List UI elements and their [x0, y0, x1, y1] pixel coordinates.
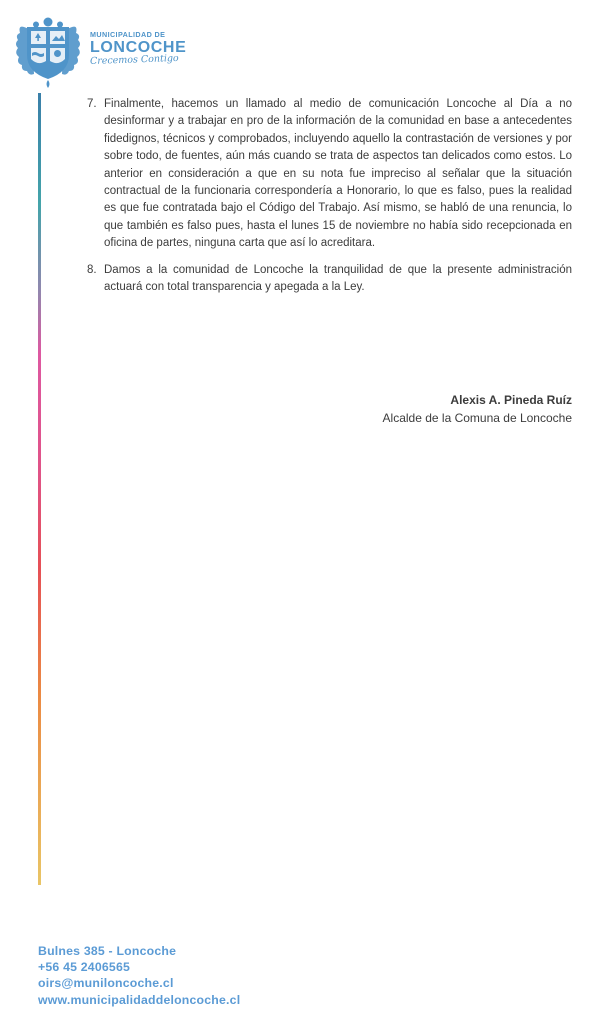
signer-name: Alexis A. Pineda Ruíz — [450, 393, 572, 408]
footer-phone: +56 45 2406565 — [38, 960, 131, 975]
list-item-text: Finalmente, hacemos un llamado al medio de comunicación Loncoche al Día a no desinformar y a trabajar en pro de la información de la comunidad en base a antecedentes fidedignos, técnicos y comprobados, incluyendo aquello la contrastación de versiones y por sobre todo, de fuentes, aún más cuando se trata de aspectos tan delicados como estos. Lo anterior en consideración a que en su nota fue impreciso al señalar que la situación contractual de la funcionaria correspondería a Honorario, lo que es falso, pues la realidad es que fue contratada bajo el Código del Trabajo. Así mismo, se habló de una renuncia, lo que también es falso pues, hasta el lunes 15 de noviembre no había sido recepcionada en oficina de partes, ninguna carta que así lo acreditara. — [104, 98, 572, 250]
footer-website: www.municipalidaddeloncoche.cl — [38, 992, 241, 1007]
list-item — [87, 262, 572, 297]
letter-body — [87, 96, 572, 427]
contact-footer — [38, 943, 240, 1008]
logo-text — [90, 30, 186, 68]
logo-org-prefix: MUNICIPALIDAD DE — [90, 30, 166, 39]
logo-slogan: Crecemos Contigo — [89, 52, 179, 67]
logo-org-name: LONCOCHE — [90, 39, 187, 56]
list-item-text: Damos a la comunidad de Loncoche la tranquilidad de que la presente administración actuará con total transparencia y apegada a la Ley. — [104, 263, 572, 294]
footer-email: oirs@muniloncoche.cl — [38, 976, 174, 991]
list-item-number: 7. — [87, 98, 97, 110]
municipality-logo — [14, 17, 186, 91]
signature-block — [87, 392, 572, 427]
gradient-side-rule — [38, 93, 41, 885]
list-item-number: 8. — [87, 263, 97, 276]
coat-of-arms-icon — [14, 17, 82, 91]
footer-address: Bulnes 385 - Loncoche — [38, 944, 177, 958]
signer-title: Alcalde de la Comuna de Loncoche — [382, 410, 572, 425]
list-item — [87, 96, 572, 253]
